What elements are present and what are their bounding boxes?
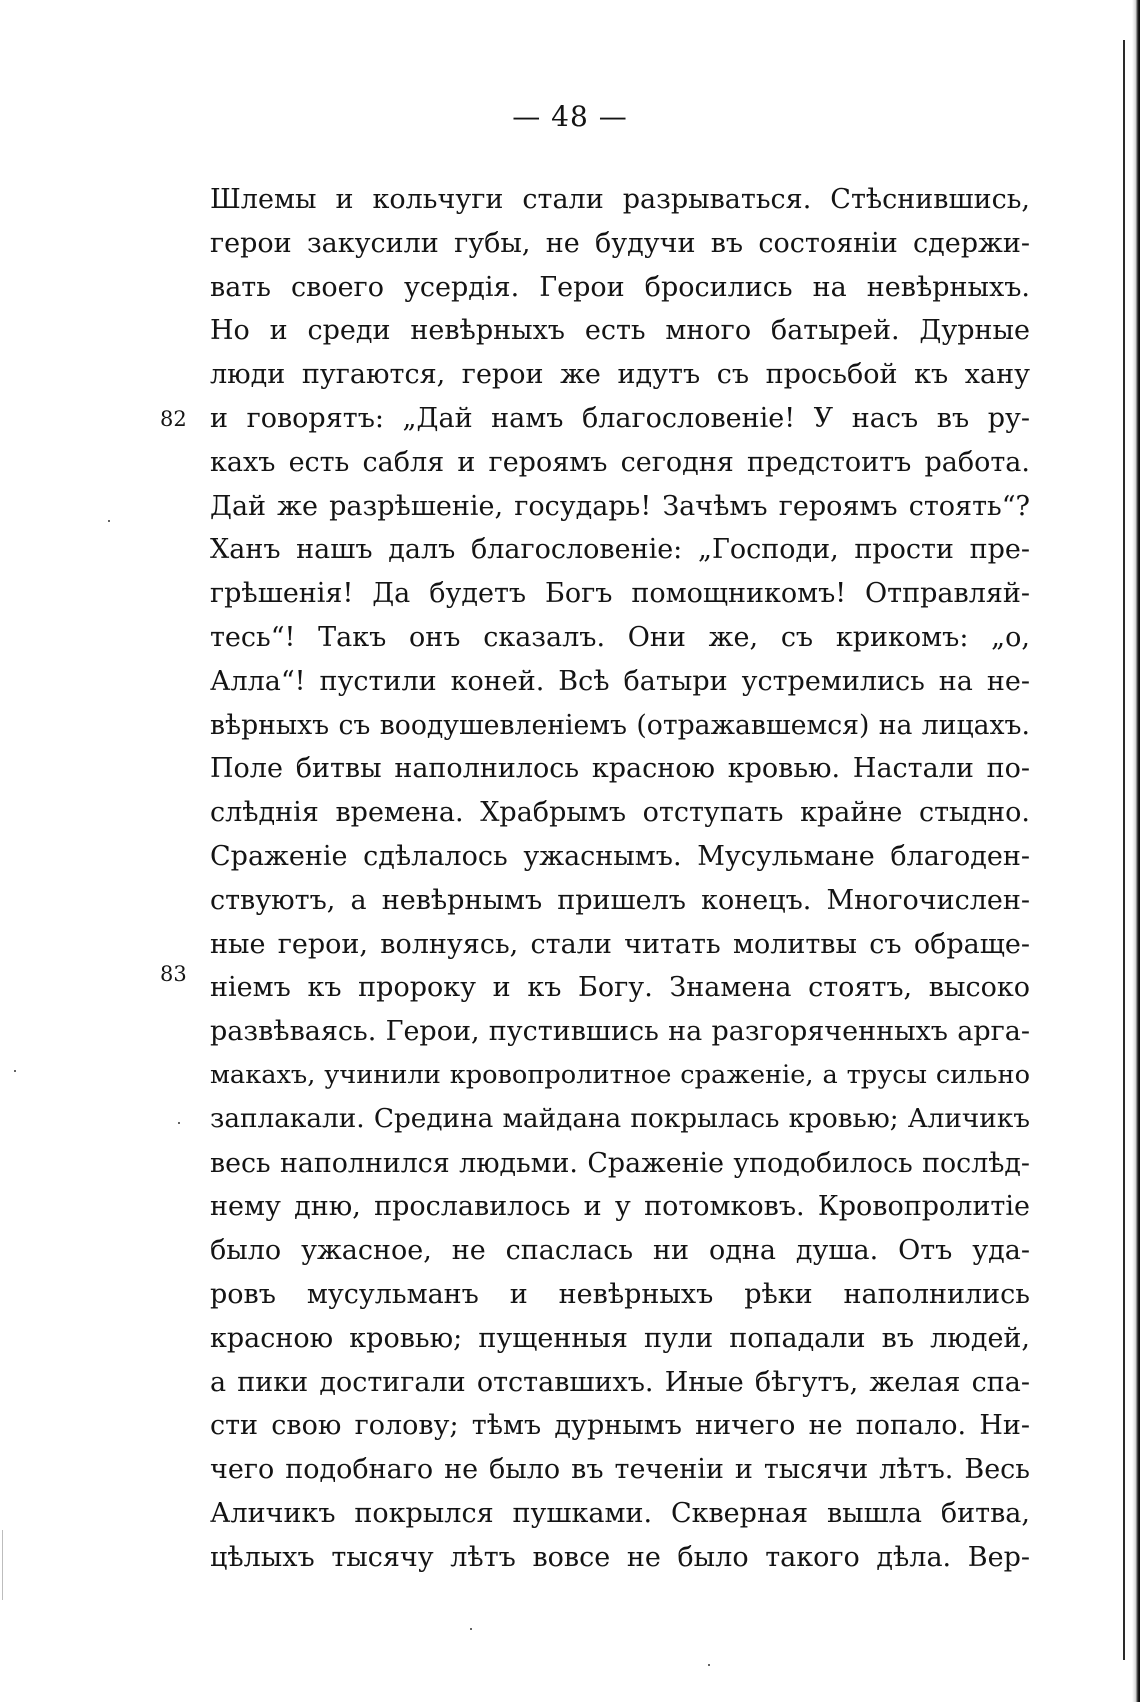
text-line: ніемъ къ пророку и къ Богу. Знамена стоятъ, высоко bbox=[210, 972, 1030, 1004]
text-line: развѣваясь. Герои, пустившись на разгоряченныхъ арга- bbox=[210, 1016, 1030, 1048]
text-line: было ужасное, не спаслась ни одна душа. Отъ уда- bbox=[210, 1235, 1030, 1267]
text-line: тесь“! Такъ онъ сказалъ. Они же, съ крикомъ: „о, bbox=[210, 621, 1030, 653]
page-edge-shadow bbox=[1132, 0, 1140, 1702]
text-line: вѣрныхъ съ воодушевленіемъ (отражавшемся) на лицахъ. bbox=[210, 709, 1030, 741]
text-line: красною кровью; пущенныя пули попадали въ людей, bbox=[210, 1322, 1030, 1354]
text-line: цѣлыхъ тысячу лѣтъ вовсе не было такого дѣла. Вер- bbox=[210, 1541, 1030, 1573]
text-line: герои закусили губы, не будучи въ состояніи сдержи- bbox=[210, 227, 1030, 259]
margin-verse-number: 82 bbox=[160, 407, 187, 431]
text-line: сти свою голову; тѣмъ дурнымъ ничего не попало. Ни- bbox=[210, 1410, 1030, 1442]
text-line: Дай же разрѣшеніе, государь! Зачѣмъ героямъ стоять“? bbox=[210, 490, 1030, 522]
text-line: заплакали. Средина майдана покрылась кровью; Аличикъ bbox=[210, 1103, 1030, 1134]
margin-verse-number: 83 bbox=[160, 962, 187, 986]
text-line: вать своего усердія. Герои бросились на невѣрныхъ. bbox=[210, 271, 1030, 303]
text-line: Шлемы и кольчуги стали разрываться. Стѣснившись, bbox=[210, 184, 1030, 215]
text-line: весь наполнился людьми. Сраженіе уподобилось послѣд- bbox=[210, 1147, 1030, 1179]
paper-speck bbox=[108, 520, 110, 522]
text-line: и говорятъ: „Дай намъ благословеніе! У насъ въ ру- bbox=[210, 402, 1030, 434]
left-edge-mark bbox=[2, 1530, 3, 1600]
text-line: нему дню, прославилось и у потомковъ. Кровопролитіе bbox=[210, 1191, 1030, 1223]
text-line: чего подобнаго не было въ теченіи и тысячи лѣтъ. Весь bbox=[210, 1454, 1030, 1486]
paper-speck bbox=[470, 1628, 472, 1630]
text-line: Ханъ нашъ далъ благословеніе: „Господи, прости пре- bbox=[210, 534, 1030, 566]
text-line: Алла“! пустили коней. Всѣ батыри устремились на не- bbox=[210, 665, 1030, 697]
text-line: Поле битвы наполнилось красною кровью. Настали по- bbox=[210, 753, 1030, 785]
text-line: Сраженіе сдѣлалось ужаснымъ. Мусульмане благоден- bbox=[210, 840, 1030, 872]
text-line: ровъ мусульманъ и невѣрныхъ рѣки наполнились bbox=[210, 1278, 1030, 1310]
page-number: — 48 — bbox=[512, 100, 628, 133]
text-line: а пики достигали отставшихъ. Иные бѣгутъ, желая спа- bbox=[210, 1366, 1030, 1398]
paper-speck bbox=[708, 1664, 710, 1666]
text-line: макахъ, учинили кровопролитное сраженіе, а трусы сильно bbox=[210, 1059, 1030, 1090]
body-text bbox=[210, 178, 1030, 1580]
text-line: Но и среди невѣрныхъ есть много батырей. Дурные bbox=[210, 315, 1030, 347]
text-line: люди пугаются, герои же идутъ съ просьбой къ хану bbox=[210, 359, 1030, 391]
text-line: ные герои, волнуясь, стали читать молитвы съ обраще- bbox=[210, 928, 1030, 960]
text-line: ствуютъ, а невѣрнымъ пришелъ конецъ. Многочислен- bbox=[210, 884, 1030, 916]
text-line: грѣшенія! Да будетъ Богъ помощникомъ! Отправляй- bbox=[210, 578, 1030, 610]
text-line: слѣднія времена. Храбрымъ отступать крайне стыдно. bbox=[210, 797, 1030, 829]
text-line: Аличикъ покрылся пушками. Скверная вышла битва, bbox=[210, 1497, 1030, 1529]
text-line: кахъ есть сабля и героямъ сегодня предстоитъ работа. bbox=[210, 446, 1030, 478]
page-edge-rule bbox=[1123, 40, 1125, 1660]
paper-speck bbox=[178, 1122, 180, 1124]
paper-speck bbox=[14, 1070, 16, 1072]
